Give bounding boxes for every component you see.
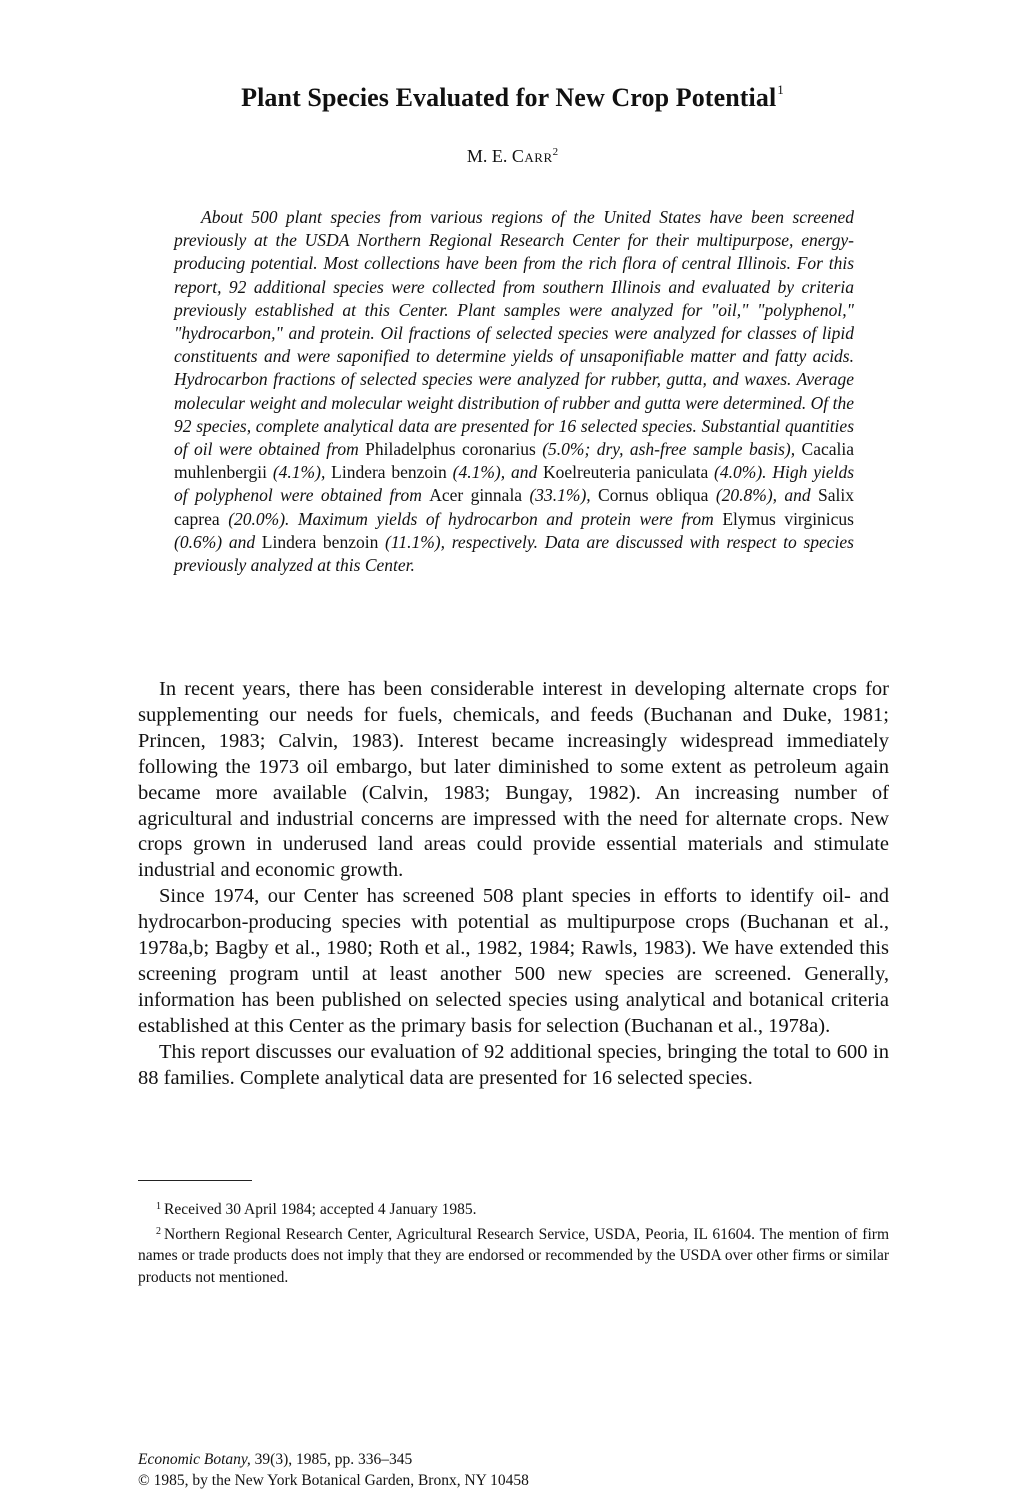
footnote-divider [138, 1180, 252, 1181]
abstract-text: (20.0%). Maximum yields of hydrocarbon and protein were from [219, 508, 723, 529]
footnote-mark: 1 [156, 1201, 161, 1212]
footnote-text: Northern Regional Research Center, Agricultural Research Service, USDA, Peoria, IL 61604. The mention of firm names or trade products does not imply that they are endorsed or recommended by the USDA over other firms or similar products not mentioned. [138, 1225, 889, 1286]
species-name: Salix caprea [174, 485, 854, 529]
abstract-text: (4.1%), [267, 462, 332, 483]
species-name: Lindera benzoin [331, 462, 447, 483]
author-footnote-mark: 2 [552, 146, 559, 158]
abstract [174, 206, 854, 577]
species-name: Koelreuteria paniculata [543, 462, 709, 483]
body-paragraph: This report discusses our evaluation of 92 additional species, bringing the total to 600 in 88 families. Complete analytical data are presented for 16 selected species. [138, 1040, 889, 1089]
abstract-text: (4.1%), and [446, 462, 544, 483]
abstract-text: (20.8%), and [708, 485, 819, 506]
footnote [138, 1221, 889, 1289]
journal-name: Economic Botany, [138, 1451, 251, 1468]
species-name: Acer ginnala [429, 485, 523, 506]
article-title [0, 82, 1025, 113]
species-name: Cornus obliqua [598, 485, 709, 506]
abstract-text: (0.6%) and [174, 531, 262, 552]
footnotes [138, 1196, 889, 1288]
species-name: Lindera benzoin [261, 531, 379, 552]
body-text [138, 677, 889, 1092]
abstract-text: (33.1%), [522, 485, 599, 506]
footnote-mark: 2 [156, 1225, 161, 1237]
footnote [138, 1196, 889, 1221]
author-line [0, 146, 1025, 167]
author-initials: M. E. [466, 146, 512, 166]
title-footnote-mark: 1 [777, 82, 784, 97]
species-name: Cacalia muhlenbergii [174, 439, 854, 483]
abstract-text: (5.0%; dry, ash-free sample basis), [535, 439, 802, 460]
article-title-text: Plant Species Evaluated for New Crop Potential [241, 83, 777, 112]
abstract-text: About 500 plant species from various regions of the United States have been screened previously at the USDA Northern Regional Research Center for their multipurpose, energy-producing potential. Most collections have been from the rich flora of central Illinois. For this report, 92 additional species were collected from southern Illinois and evaluated by criteria previously established at this Center. Plant samples were analyzed for "oil," "polyphenol," "hydrocarbon," and protein. Oil fractions of selected species were analyzed for classes of lipid constituents and were saponified to determine yields of unsaponifiable matter and fatty acids. Hydrocarbon fractions of selected species were analyzed for rubber, gutta, and waxes. Average molecular weight and molecular weight distribution of rubber and gutta were determined. Of the 92 species, complete analytical data are presented for 16 selected species. Substantial quantities of oil were obtained from [174, 207, 854, 460]
body-paragraph: In recent years, there has been considerable interest in developing alternate crops for supplementing our needs for fuels, chemicals, and feeds (Buchanan and Duke, 1981; Princen, 1983; Calvin, 1983). Interest became increasingly widespread immediately following the 1973 oil embargo, but later diminished to some extent as petroleum again became more available (Calvin, 1983; Bungay, 1982). An increasing number of agricultural and industrial concerns are impressed with the need for alternate crops. New crops grown in underused land areas could provide essential materials and stimulate industrial and economic growth. [138, 678, 889, 882]
copyright-line: © 1985, by the New York Botanical Garden, Bronx, NY 10458 [138, 1472, 529, 1489]
species-name: Philadelphus coronarius [365, 439, 536, 460]
body-paragraph: Since 1974, our Center has screened 508 plant species in efforts to identify oil- and hydrocarbon-producing species with potential as multipurpose crops (Buchanan et al., 1978a,b; Bagby et al., 1980; Roth et al., 1982, 1984; Rawls, 1983). We have extended this screening program until at least another 500 new species are screened. Generally, information has been published on selected species using analytical and botanical criteria established at this Center as the primary basis for selection (Buchanan et al., 1978a). [138, 885, 889, 1037]
abstract-text: (11.1%), respectively. Data are discussed with respect to species previously analyzed at this Center. [174, 531, 854, 576]
author-surname: Carr [511, 146, 553, 166]
citation-details: 39(3), 1985, pp. 336–345 [250, 1451, 413, 1468]
footnote-text: Received 30 April 1984; accepted 4 January 1985. [164, 1201, 477, 1218]
species-name: Elymus virginicus [722, 508, 854, 529]
citation-line [138, 1449, 889, 1470]
citation-block [138, 1449, 889, 1491]
abstract-text: (4.0%). High yields of polyphenol were obtained from [174, 462, 855, 506]
